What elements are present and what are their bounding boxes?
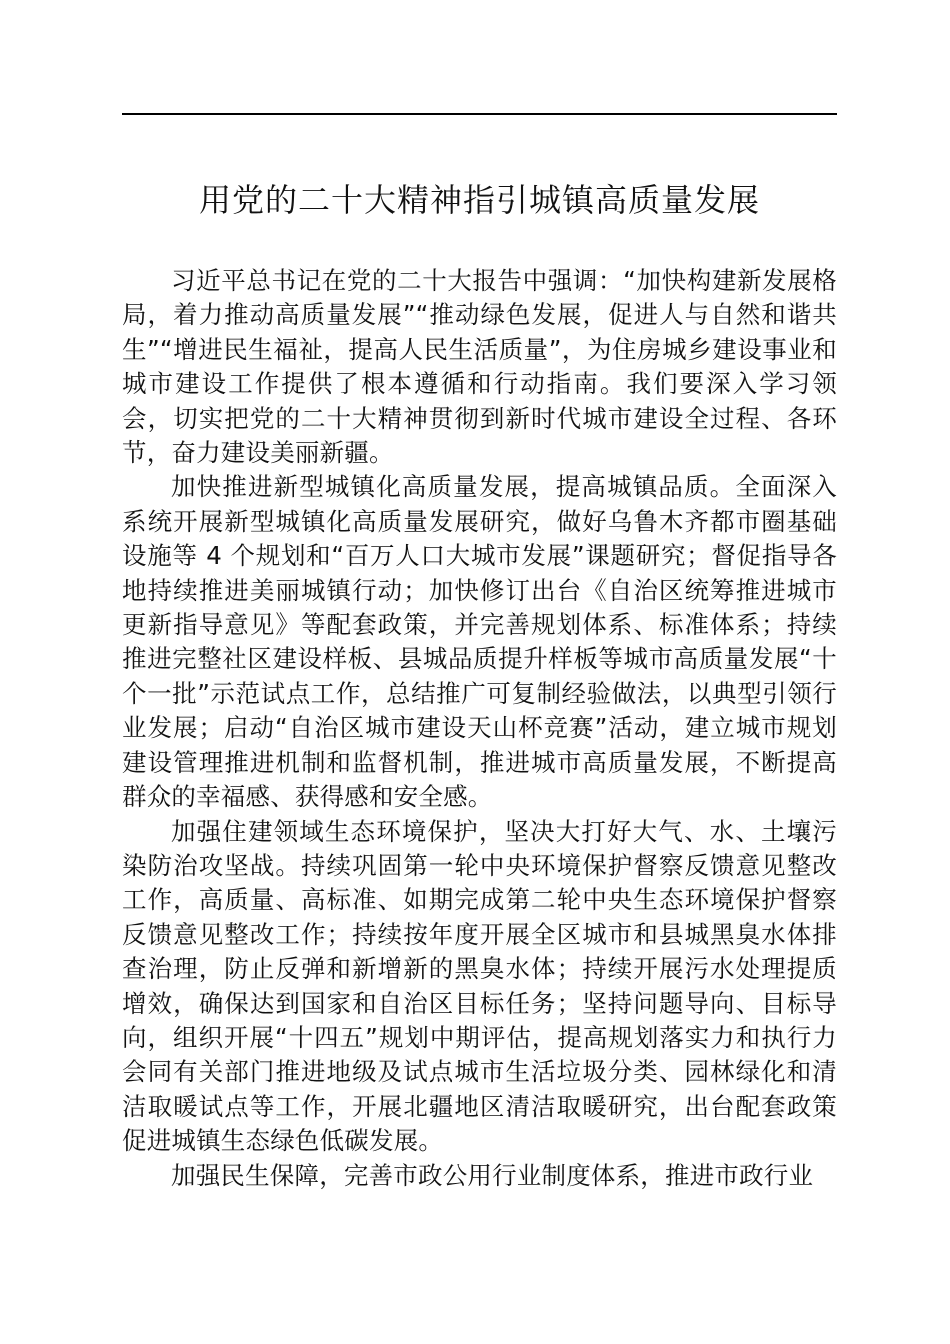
paragraph-1: 习近平总书记在党的二十大报告中强调：“加快构建新发展格局，着力推动高质量发展”“推动绿色发展，促进人与自然和谐共生”“增进民生福祉，提高人民生活质量”，为住房城乡建设事业和城市建设工作提供了根本遵循和行动指南。我们要深入学习领会，切实把党的二十大精神贯彻到新时代城市建设全过程、各环节，奋力建设美丽新疆。 — [122, 266, 837, 468]
paragraph-2: 加快推进新型城镇化高质量发展，提高城镇品质。全面深入系统开展新型城镇化高质量发展研究，做好乌鲁木齐都市圈基础设施等 4 个规划和“百万人口大城市发展”课题研究；督促指导各地持续推进美丽城镇行动；加快修订出台《自治区统筹推进城市更新指导意见》等配套政策，并完善规划体系、标准体系；持续推进完整社区建设样板、县城品质提升样板等城市高质量发展“十个一批”示范试点工作，总结推广可复制经验做法，以典型引领行业发展；启动“自治区城市建设天山杯竞赛”活动，建立城市规划建设管理推进机制和监督机制，推进城市高质量发展，不断提高群众的幸福感、获得感和安全感。 — [122, 472, 837, 812]
document-body — [122, 264, 837, 1193]
paragraph-3: 加强住建领域生态环境保护，坚决大打好大气、水、土壤污染防治攻坚战。持续巩固第一轮中央环境保护督察反馈意见整改工作，高质量、高标准、如期完成第二轮中央生态环境保护督察反馈意见整改工作；持续按年度开展全区城市和县城黑臭水体排查治理，防止反弹和新增新的黑臭水体；持续开展污水处理提质增效，确保达到国家和自治区目标任务；坚持问题导向、目标导向，组织开展“十四五”规划中期评估，提高规划落实力和执行力会同有关部门推进地级及试点城市生活垃圾分类、园林绿化和清洁取暖试点等工作，开展北疆地区清洁取暖研究，出台配套政策促进城镇生态绿色低碳发展。 — [122, 816, 837, 1156]
header-rule — [122, 113, 837, 115]
document-title: 用党的二十大精神指引城镇高质量发展 — [198, 181, 760, 219]
paragraph-4: 加强民生保障，完善市政公用行业制度体系，推进市政行业 — [171, 1160, 814, 1190]
